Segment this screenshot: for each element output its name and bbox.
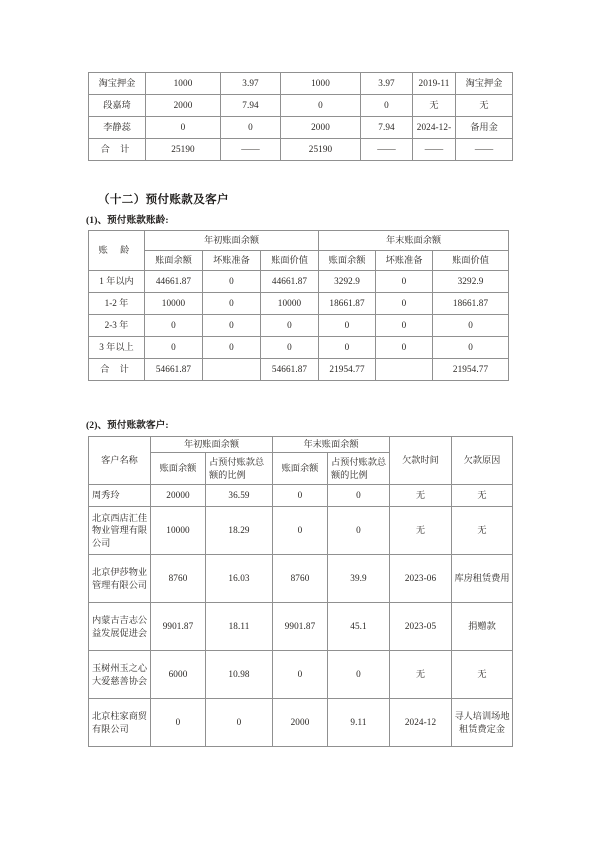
aging-subheader-end-baddebt: 坏账准备 xyxy=(376,251,433,271)
customer-debt-time: 2024-12 xyxy=(390,699,452,747)
customer-name: 玉树州玉之心大爱慈善协会 xyxy=(89,651,151,699)
customer-begin-ratio: 18.11 xyxy=(206,603,273,651)
customer-begin-balance: 8760 xyxy=(151,555,206,603)
deposit-end-ratio: 0 xyxy=(361,95,413,117)
aging-group-header-begin: 年初账面余额 xyxy=(145,231,319,251)
aging-begin-balance: 10000 xyxy=(145,293,203,315)
customer-end-balance: 0 xyxy=(273,651,328,699)
deposit-total-end-amount: 25190 xyxy=(281,139,361,161)
table-row xyxy=(89,485,513,507)
customer-begin-ratio: 16.03 xyxy=(206,555,273,603)
customer-debt-time: 无 xyxy=(390,651,452,699)
deposit-total-begin-amount: 25190 xyxy=(146,139,221,161)
table-row xyxy=(89,293,509,315)
table-row xyxy=(89,555,513,603)
aging-subheader-end-value: 账面价值 xyxy=(433,251,509,271)
deposit-begin-amount: 2000 xyxy=(146,95,221,117)
deposit-name: 段嘉琦 xyxy=(89,95,146,117)
table-row xyxy=(89,337,509,359)
aging-age-label: 3 年以上 xyxy=(89,337,145,359)
aging-begin-balance: 0 xyxy=(145,315,203,337)
aging-group-header-end: 年末账面余额 xyxy=(319,231,509,251)
customer-debt-reason: 无 xyxy=(452,485,513,507)
deposit-total-begin-ratio: —— xyxy=(221,139,281,161)
aging-age-label: 2-3 年 xyxy=(89,315,145,337)
aging-end-balance: 18661.87 xyxy=(319,293,376,315)
deposit-total-label: 合 计 xyxy=(89,139,146,161)
aging-age-label: 1 年以内 xyxy=(89,271,145,293)
aging-end-value: 18661.87 xyxy=(433,293,509,315)
aging-subheader-begin-baddebt: 坏账准备 xyxy=(203,251,261,271)
customer-subheader-begin-ratio: 占预付账款总额的比例 xyxy=(206,453,273,485)
customer-begin-ratio: 10.98 xyxy=(206,651,273,699)
table-row xyxy=(89,73,513,95)
aging-end-value: 0 xyxy=(433,315,509,337)
customer-end-ratio: 0 xyxy=(328,651,390,699)
aging-total-end-baddebt xyxy=(376,359,433,381)
aging-end-baddebt: 0 xyxy=(376,271,433,293)
aging-total-begin-balance: 54661.87 xyxy=(145,359,203,381)
deposit-end-amount: 0 xyxy=(281,95,361,117)
customer-col-header-name: 客户名称 xyxy=(89,437,151,485)
customer-begin-balance: 10000 xyxy=(151,507,206,555)
aging-end-balance: 0 xyxy=(319,315,376,337)
deposit-reason: 备用金 xyxy=(456,117,513,139)
deposit-total-end-ratio: —— xyxy=(361,139,413,161)
aging-begin-value: 44661.87 xyxy=(261,271,319,293)
deposit-end-amount: 1000 xyxy=(281,73,361,95)
table-row xyxy=(89,651,513,699)
customer-name: 北京西店汇佳物业管理有限公司 xyxy=(89,507,151,555)
deposit-reason: 淘宝押金 xyxy=(456,73,513,95)
deposit-name: 李静蕊 xyxy=(89,117,146,139)
customer-debt-reason: 捐赠款 xyxy=(452,603,513,651)
deposit-name: 淘宝押金 xyxy=(89,73,146,95)
customer-group-header-end: 年末账面余额 xyxy=(273,437,390,453)
aging-end-value: 0 xyxy=(433,337,509,359)
aging-begin-value: 0 xyxy=(261,315,319,337)
aging-total-begin-value: 54661.87 xyxy=(261,359,319,381)
customer-begin-balance: 9901.87 xyxy=(151,603,206,651)
prepayment-aging-table xyxy=(88,230,509,381)
aging-total-begin-baddebt xyxy=(203,359,261,381)
aging-subheader-end-balance: 账面余额 xyxy=(319,251,376,271)
subsection-title-aging: (1)、预付账款账龄: xyxy=(86,215,169,226)
customer-subheader-begin-balance: 账面余额 xyxy=(151,453,206,485)
customer-end-balance: 0 xyxy=(273,485,328,507)
deposit-begin-ratio: 3.97 xyxy=(221,73,281,95)
table-row-total xyxy=(89,139,513,161)
customer-subheader-end-balance: 账面余额 xyxy=(273,453,328,485)
aging-total-label: 合 计 xyxy=(89,359,145,381)
table-row xyxy=(89,507,513,555)
deposit-total-time: —— xyxy=(413,139,456,161)
customer-debt-time: 无 xyxy=(390,485,452,507)
customer-debt-reason: 无 xyxy=(452,651,513,699)
customer-end-balance: 9901.87 xyxy=(273,603,328,651)
customer-debt-reason: 寻人培训场地租赁费定金 xyxy=(452,699,513,747)
prepayment-customer-table xyxy=(88,436,513,747)
deposit-time: 2019-11 xyxy=(413,73,456,95)
aging-total-end-value: 21954.77 xyxy=(433,359,509,381)
customer-debt-time: 2023-06 xyxy=(390,555,452,603)
customer-begin-ratio: 36.59 xyxy=(206,485,273,507)
aging-end-balance: 3292.9 xyxy=(319,271,376,293)
customer-name: 北京柱家商贸有限公司 xyxy=(89,699,151,747)
aging-end-baddebt: 0 xyxy=(376,337,433,359)
customer-col-header-time: 欠款时间 xyxy=(390,437,452,485)
customer-debt-reason: 无 xyxy=(452,507,513,555)
deposit-time: 2024-12- xyxy=(413,117,456,139)
deposit-total-reason: —— xyxy=(456,139,513,161)
deposit-table xyxy=(88,72,513,161)
table-row xyxy=(89,603,513,651)
table-row xyxy=(89,699,513,747)
customer-debt-time: 无 xyxy=(390,507,452,555)
customer-begin-balance: 0 xyxy=(151,699,206,747)
table-row xyxy=(89,95,513,117)
table-header-row xyxy=(89,231,509,251)
deposit-begin-amount: 1000 xyxy=(146,73,221,95)
customer-name: 周秀玲 xyxy=(89,485,151,507)
customer-end-balance: 0 xyxy=(273,507,328,555)
aging-age-label: 1-2 年 xyxy=(89,293,145,315)
customer-end-balance: 8760 xyxy=(273,555,328,603)
deposit-begin-ratio: 7.94 xyxy=(221,95,281,117)
aging-begin-balance: 44661.87 xyxy=(145,271,203,293)
deposit-time: 无 xyxy=(413,95,456,117)
customer-name: 北京伊莎物业管理有限公司 xyxy=(89,555,151,603)
deposit-reason: 无 xyxy=(456,95,513,117)
customer-debt-time: 2023-05 xyxy=(390,603,452,651)
customer-end-ratio: 39.9 xyxy=(328,555,390,603)
deposit-end-ratio: 7.94 xyxy=(361,117,413,139)
subsection-title-customers: (2)、预付账款客户: xyxy=(86,420,169,431)
aging-end-baddebt: 0 xyxy=(376,293,433,315)
customer-end-ratio: 0 xyxy=(328,507,390,555)
table-row xyxy=(89,315,509,337)
aging-end-baddebt: 0 xyxy=(376,315,433,337)
customer-name: 内蒙古吉志公益发展促进会 xyxy=(89,603,151,651)
table-row-total xyxy=(89,359,509,381)
aging-begin-baddebt: 0 xyxy=(203,293,261,315)
deposit-end-ratio: 3.97 xyxy=(361,73,413,95)
table-header-row xyxy=(89,437,513,453)
customer-end-balance: 2000 xyxy=(273,699,328,747)
customer-begin-ratio: 0 xyxy=(206,699,273,747)
table-row xyxy=(89,117,513,139)
customer-begin-balance: 6000 xyxy=(151,651,206,699)
aging-begin-baddebt: 0 xyxy=(203,315,261,337)
customer-group-header-begin: 年初账面余额 xyxy=(151,437,273,453)
customer-end-ratio: 45.1 xyxy=(328,603,390,651)
section-title: （十二）预付账款及客户 xyxy=(98,194,229,206)
customer-col-header-reason: 欠款原因 xyxy=(452,437,513,485)
aging-subheader-begin-value: 账面价值 xyxy=(261,251,319,271)
aging-begin-baddebt: 0 xyxy=(203,271,261,293)
customer-end-ratio: 9.11 xyxy=(328,699,390,747)
aging-end-balance: 0 xyxy=(319,337,376,359)
aging-col-header-age: 账 龄 xyxy=(89,231,145,271)
deposit-begin-ratio: 0 xyxy=(221,117,281,139)
customer-begin-ratio: 18.29 xyxy=(206,507,273,555)
customer-debt-reason: 库房租赁费用 xyxy=(452,555,513,603)
customer-subheader-end-ratio: 占预付账款总额的比例 xyxy=(328,453,390,485)
aging-subheader-begin-balance: 账面余额 xyxy=(145,251,203,271)
aging-total-end-balance: 21954.77 xyxy=(319,359,376,381)
aging-begin-value: 10000 xyxy=(261,293,319,315)
customer-begin-balance: 20000 xyxy=(151,485,206,507)
aging-begin-baddebt: 0 xyxy=(203,337,261,359)
deposit-end-amount: 2000 xyxy=(281,117,361,139)
customer-end-ratio: 0 xyxy=(328,485,390,507)
table-row xyxy=(89,271,509,293)
aging-begin-value: 0 xyxy=(261,337,319,359)
table-header-row xyxy=(89,251,509,271)
aging-end-value: 3292.9 xyxy=(433,271,509,293)
deposit-begin-amount: 0 xyxy=(146,117,221,139)
aging-begin-balance: 0 xyxy=(145,337,203,359)
